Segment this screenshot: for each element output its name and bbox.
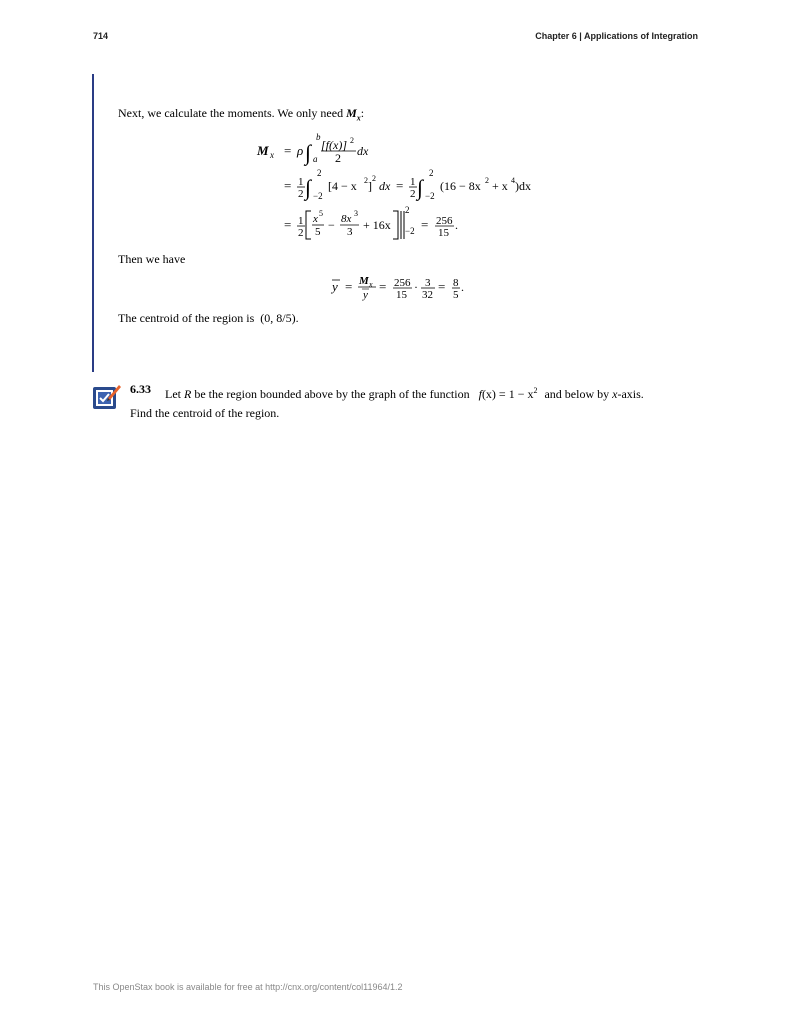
eq4-period: . — [461, 280, 464, 294]
eq3-equals: = — [284, 217, 292, 232]
exercise-t3: and below by — [544, 387, 610, 401]
eq2-bracket: [4 − x — [328, 179, 357, 193]
eq2-poly-sup2: 4 — [511, 176, 515, 185]
page-number: 714 — [93, 31, 109, 41]
exercise-t2: be the region bounded above by the graph of the function — [194, 387, 470, 401]
eq4-frac-num: M — [359, 275, 369, 287]
eq3-result-num: 256 — [436, 215, 453, 227]
eq4-b-den: 32 — [422, 289, 433, 301]
eq4-frac-num-sub: x — [369, 280, 373, 289]
eq2-equals-mid: = — [396, 178, 404, 193]
eq2-dx: dx — [379, 179, 391, 193]
eq3-t1-num-sup: 5 — [319, 209, 323, 218]
eq3-result-den: 15 — [438, 227, 449, 239]
eq3-t2-num: 8x — [341, 213, 352, 225]
eq1-lhs: M — [257, 143, 269, 158]
eq1-rho: ρ — [297, 143, 304, 158]
conclusion-point: (0, 8/5). — [260, 311, 299, 325]
eq2-half2-num: 1 — [410, 176, 416, 188]
eq1-denominator: 2 — [335, 151, 341, 165]
eq3-minus: − — [328, 218, 335, 232]
exercise-function — [479, 387, 538, 401]
eq2-half2-den: 2 — [410, 188, 416, 200]
eq4-equals-3: = — [438, 279, 446, 294]
exercise-fx: (x) = 1 − x — [481, 387, 534, 401]
exercise-t4: -axis. — [617, 387, 644, 401]
eq1-lhs-sub: x — [270, 150, 274, 160]
intro-text: Next, we calculate the moments. We only need — [118, 106, 344, 120]
eq4-c-den: 5 — [453, 289, 459, 301]
eq2-bracket-pow: 2 — [372, 174, 376, 183]
eq2-poly-mid: + x — [492, 179, 508, 193]
eq3-plus-term: + 16x — [363, 218, 391, 232]
eq2-integral-2: ∫ — [417, 175, 424, 200]
eq2-lower: −2 — [313, 191, 323, 201]
eq3-half-den: 2 — [298, 227, 304, 239]
eq2-poly-close: )dx — [515, 179, 531, 193]
eq4-ybar: y — [332, 279, 338, 294]
eq3-half-num: 1 — [298, 215, 304, 227]
eq1-upper: b — [316, 132, 321, 142]
eq2-poly: (16 − 8x — [440, 179, 481, 193]
eq2-poly-sup: 2 — [485, 176, 489, 185]
eq3-period: . — [455, 218, 458, 232]
conclusion-text: The centroid of the region is — [118, 311, 255, 325]
eq4-b-num: 3 — [425, 277, 431, 289]
eq3-equals-end: = — [421, 217, 429, 232]
eq2-half-num: 1 — [298, 176, 304, 188]
conclusion-line — [118, 311, 299, 326]
eq4-a-num: 256 — [394, 277, 411, 289]
eq2-lower-2: −2 — [425, 191, 435, 201]
checklist-pencil-icon — [92, 382, 122, 412]
eq2-half-den: 2 — [298, 188, 304, 200]
exercise-fx-sup: 2 — [533, 386, 538, 395]
intro-end: : — [360, 106, 365, 120]
exercise-xvar: x — [612, 387, 618, 401]
eq4-c-num: 8 — [453, 277, 459, 289]
eq3-eval-lower: −2 — [405, 226, 415, 236]
eq1-numerator: [f(x)] — [321, 138, 347, 152]
eq4-frac-den: y — [363, 289, 368, 301]
eq1-integral: ∫ — [305, 140, 312, 165]
eq3-t2-num-sup: 3 — [354, 209, 358, 218]
eq3-eval-upper: 2 — [405, 205, 410, 215]
eq2-upper-2: 2 — [429, 168, 434, 178]
exercise-line-1 — [165, 386, 644, 402]
footer-text: This OpenStax book is available for free at http://cnx.org/content/col11964/1.2 — [93, 982, 403, 992]
eq4-equals-2: = — [379, 279, 387, 294]
eq3-t2-den: 3 — [347, 226, 353, 238]
eq4-dot: · — [414, 280, 418, 294]
eq1-equals: = — [284, 143, 292, 158]
eq4-equals: = — [345, 279, 353, 294]
chapter-title: Chapter 6 | Applications of Integration — [535, 31, 698, 41]
eq2-bracket-close: ] — [368, 179, 372, 193]
eq1-lower: a — [313, 154, 318, 164]
eq4-a-den: 15 — [396, 289, 407, 301]
exercise-line-2: Find the centroid of the region. — [130, 406, 280, 420]
eq2-upper: 2 — [317, 168, 322, 178]
exercise-f: f — [478, 387, 482, 401]
equation-line-4 — [330, 275, 464, 301]
exercise-region-R: R — [184, 387, 192, 401]
then-text: Then we have — [118, 252, 186, 266]
eq1-dx: dx — [357, 144, 369, 158]
intro-symbol: M — [346, 106, 357, 120]
intro-sub: x — [356, 113, 361, 123]
eq1-num-sup: 2 — [350, 136, 354, 145]
eq3-t1-den: 5 — [315, 226, 321, 238]
exercise-number: 6.33 — [130, 382, 151, 396]
eq3-t1-num: x — [313, 213, 318, 225]
eq2-bracket-sup: 2 — [364, 176, 368, 185]
eq2-integral: ∫ — [305, 175, 312, 200]
exercise-t1: Let — [165, 387, 181, 401]
eq2-equals: = — [284, 178, 292, 193]
